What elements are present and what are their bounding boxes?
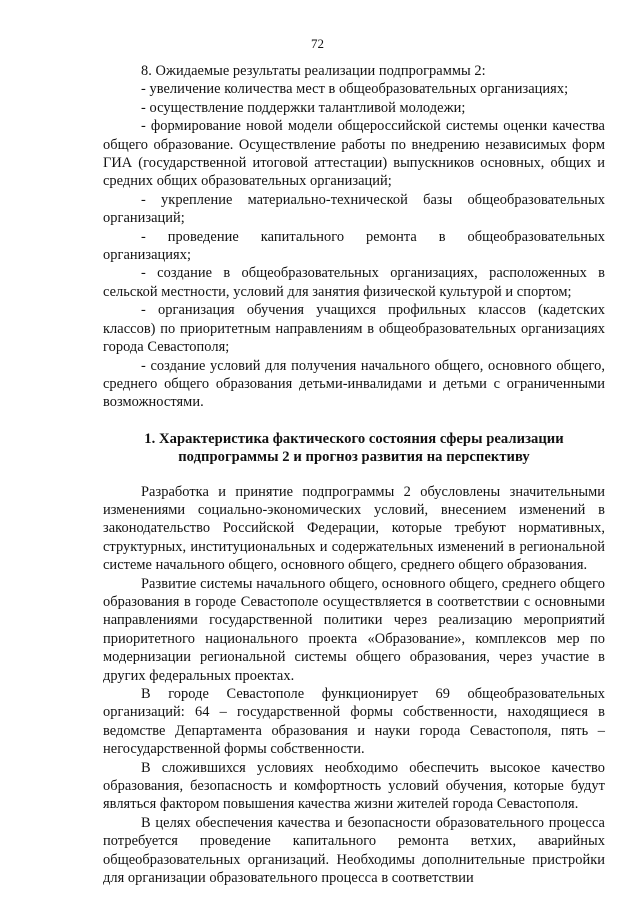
section-8-title: 8. Ожидаемые результаты реализации подпрограммы 2: — [141, 63, 486, 79]
result-item-2: - осуществление поддержки талантливой молодежи; — [141, 99, 466, 116]
paragraph-2: Развитие системы начального общего, основного общего, среднего общего образования в городе Севастополе осуществляется в соответствии с основными направлениями государственной политики через реализацию мероприятий приоритетного национального проекта «Образование», комплексов мер по модернизации региональной системы общего образования, через участие в других федеральных проектах. — [103, 575, 605, 684]
result-item-7: - организация обучения учащихся профильных классов (кадетских классов) по приоритетным направлениям в общеобразовательных организациях города Севастополя; — [103, 302, 605, 356]
result-item-1: - увеличение количества мест в общеобразовательных организациях; — [141, 81, 569, 98]
paragraph-5: В целях обеспечения качества и безопасности образовательного процесса потребуется проведение капитального ремонта ветхих, аварийных общеобразовательных организаций. Необходимы дополнительные пристройки для организации образовательного процесса в соответствии — [103, 814, 605, 887]
page-number: 72 — [311, 36, 324, 51]
section-1-heading — [103, 430, 605, 467]
result-item-4: - укрепление материально-технической базы общеобразовательных организаций; — [103, 191, 605, 227]
result-item-3: - формирование новой модели общероссийской системы оценки качества общего образование. Осуществление работы по внедрению независимых форм ГИА (государственной итоговой аттестации) выпускников основных, общих и средних общих образовательных организаций; — [103, 118, 605, 190]
page-content — [103, 62, 605, 887]
section-1-body — [103, 483, 605, 888]
section-1-heading-line-2: подпрограммы 2 и прогноз развития на перспективу — [178, 449, 530, 466]
paragraph-3: В городе Севастополе функционирует 69 общеобразовательных организаций: 64 – государственной формы собственности, находящиеся в ведомстве Департамента образования и науки города Севастополя, пять – негосударственной формы собственности. — [103, 686, 605, 758]
paragraph-1: Разработка и принятие подпрограммы 2 обусловлены значительными изменениями социально-экономических условий, внесением изменений в законодательство Российской Федерации, которые требуют нормативных, структурных, институциональных и содержательных изменений в региональной системе начального общего, основного общего, среднего общего образования. — [103, 483, 605, 574]
result-item-5: - проведение капитального ремонта в общеобразовательных организациях; — [103, 228, 605, 264]
result-item-8: - создание условий для получения начального общего, основного общего, среднего общего образования детьми-инвалидами и детьми с ограниченными возможностями. — [103, 357, 605, 411]
section-1-heading-line-1: 1. Характеристика фактического состояния сферы реализации — [144, 430, 564, 447]
result-item-6: - создание в общеобразовательных организациях, расположенных в сельской местности, условий для занятия физической культурой и спортом; — [103, 265, 605, 300]
paragraph-4: В сложившихся условиях необходимо обеспечить высокое качество образования, безопасность и комфортность условий обучения, которые будут являться фактором повышения качества жизни жителей города Севастополя. — [103, 759, 605, 813]
